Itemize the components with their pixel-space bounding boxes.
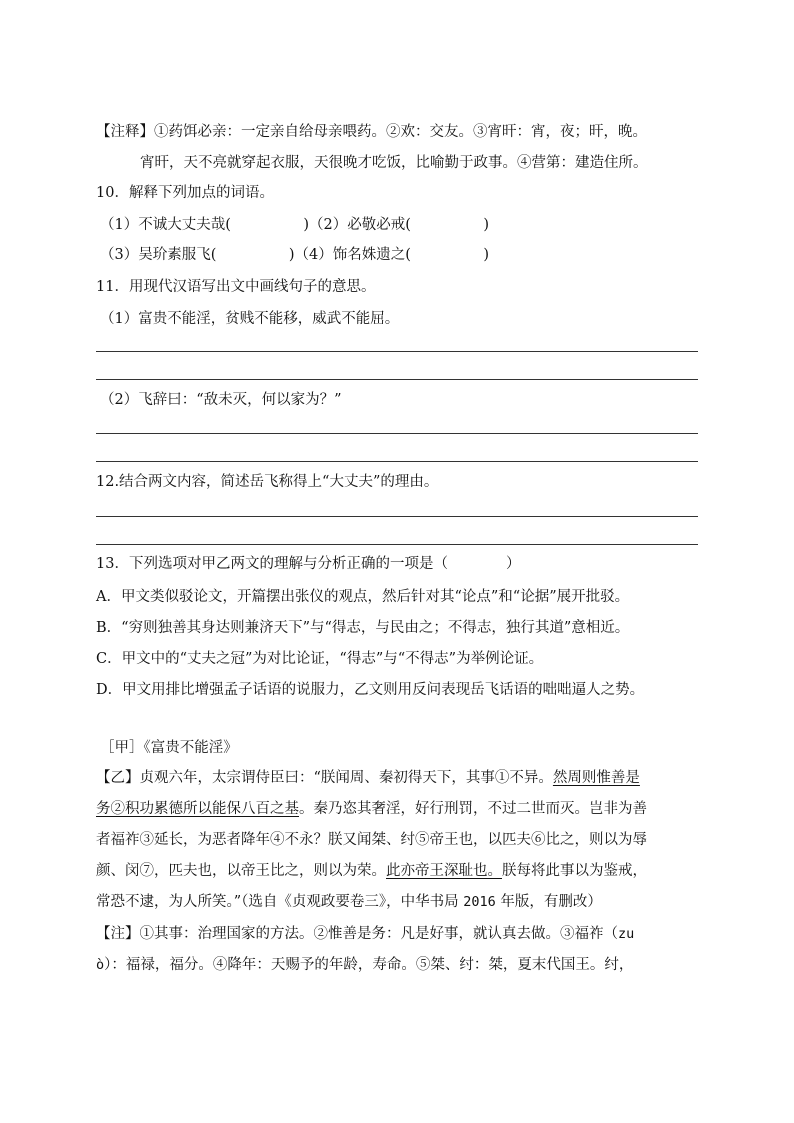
- question-10-row-1: （1）不诚大丈夫哉( )（2）必敬必戒( ): [100, 217, 490, 233]
- publication-year: 2016: [463, 894, 496, 910]
- question-13-title: 13．下列选项对甲乙两文的理解与分析正确的一项是（ ）: [96, 556, 521, 572]
- passage-yi-line-4: [96, 861, 647, 881]
- annotation-line-2: 宵旰，天不亮就穿起衣服，天很晚才吃饭，比喻勤于政事。④营第：建造住所。: [140, 155, 648, 171]
- option-c: C．甲文中的“丈夫之冠”为对比论证，“得志”与“不得志”为举例论证。: [96, 651, 544, 667]
- underlined-sentence: 务②积功累德所以能保八百之基: [96, 801, 299, 817]
- answer-line: [96, 461, 698, 462]
- question-12-title: 12.结合两文内容，简述岳飞称得上“大丈夫”的理由。: [96, 474, 439, 490]
- question-10-row-2: （3）吴玠素服飞( )（4）饰名姝遗之( ): [100, 247, 490, 263]
- underlined-sentence: 此亦帝王深耻也。: [386, 863, 502, 879]
- note-text: 【注】①其事：治理国家的方法。②惟善是务：凡是好事，就认真去做。③福祚（: [96, 926, 618, 942]
- passage-text: 常恐不逮，为人所笑。”（选自《贞观政要卷三》，中华书局: [96, 894, 464, 910]
- question-11-item-2: （2）飞辞曰：“敌未灭，何以家为？”: [100, 392, 342, 408]
- answer-line: [96, 433, 698, 434]
- passage-yi-line-3: 者福祚③延长，为恶者降年④不永？朕又闻桀、纣⑤帝王也，以匹夫⑥比之，则以为辱: [96, 832, 647, 848]
- note-text: ）：福禄，福分。④降年：天赐予的年龄，寿命。⑤桀、纣：桀，夏末代国王。纣，: [104, 957, 634, 973]
- passage-yi-line-1: [96, 768, 640, 788]
- question-11-item-1: （1）富贵不能淫，贫贱不能移，威武不能屈。: [100, 311, 400, 327]
- question-11-title: 11．用现代汉语写出文中画线句子的意思。: [96, 279, 376, 295]
- pinyin: zu: [618, 926, 635, 942]
- passage-jia-heading: ［甲］《富贵不能淫》: [100, 740, 238, 756]
- option-d: D．甲文用排比增强孟子话语的说服力，乙文则用反问表现岳飞话语的咄咄逼人之势。: [96, 682, 645, 698]
- question-10-title: 10．解释下列加点的词语。: [96, 185, 274, 201]
- passage-text: 【乙】贞观六年，太宗谓侍臣曰：“朕闻周、秦初得天下，其事①不异。: [96, 770, 553, 786]
- answer-line: [96, 351, 698, 352]
- answer-line: [96, 544, 698, 545]
- answer-line: [96, 516, 698, 517]
- option-b: B．“穷则独善其身达则兼济天下”与“得志，与民由之；不得志，独行其道”意相近。: [96, 620, 630, 636]
- passage-text: 。秦乃恣其奢淫，好行刑罚，不过二世而灭。岂非为善: [299, 801, 647, 817]
- pinyin: ò: [96, 957, 105, 973]
- answer-line: [96, 379, 698, 380]
- option-a: A．甲文类似驳论文，开篇摆出张仪的观点，然后针对其“论点”和“论据”展开批驳。: [96, 589, 630, 605]
- passage-text: 年版，有删改）: [495, 894, 602, 910]
- note-line-1: [96, 924, 634, 944]
- passage-text: 朕每将此事以为鉴戒，: [502, 863, 647, 879]
- underlined-sentence: 然周则惟善是: [552, 770, 640, 786]
- passage-yi-line-2: [96, 799, 647, 819]
- passage-text: 颜、闵⑦，匹夫也，以帝王比之，则以为荣。: [96, 863, 386, 879]
- annotation-line-1: 【注释】①药饵必亲：一定亲自给母亲喂药。②欢：交友。③宵旰：宵，夜；旰，晚。: [96, 124, 647, 140]
- note-line-2: [96, 955, 633, 975]
- passage-yi-line-5: [96, 892, 602, 912]
